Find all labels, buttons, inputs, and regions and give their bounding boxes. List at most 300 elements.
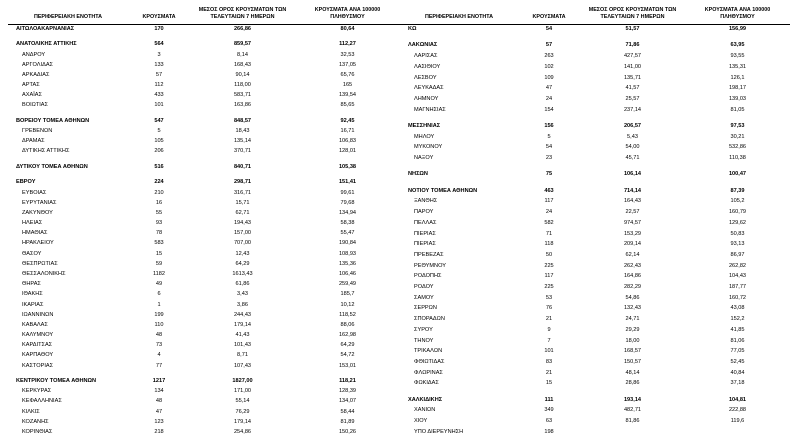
region-name-cell: ΘΗΡΑΣ xyxy=(22,281,41,288)
region-name-cell: ΜΕΣΣΗΝΙΑΣ xyxy=(408,123,441,129)
cases-cell: 111 xyxy=(544,396,554,403)
cases-cell: 123 xyxy=(154,418,164,425)
table-row xyxy=(8,188,400,198)
seven-day-average-cell: 22,57 xyxy=(625,209,640,216)
cases-per-100000-cell: 139,03 xyxy=(728,96,747,102)
region-name-cell: ΑΡΚΑΔΙΑΣ xyxy=(22,71,50,78)
cases-per-100000-cell: 85,65 xyxy=(340,102,355,109)
region-name-cell: ΚΑΣΤΟΡΙΑΣ xyxy=(22,362,54,369)
table-row xyxy=(400,62,790,73)
seven-day-average-cell: 51,57 xyxy=(625,26,640,33)
seven-day-average-cell: 8,71 xyxy=(237,352,248,359)
table-row xyxy=(400,325,790,336)
table-row xyxy=(8,377,400,387)
cases-per-100000-cell: 151,41 xyxy=(338,179,357,186)
region-name-cell: ΚΕΝΤΡΙΚΟΥ ΤΟΜΕΑ ΑΘΗΝΩΝ xyxy=(16,378,97,385)
table-row xyxy=(400,41,790,52)
region-name-cell: ΛΑΚΩΝΙΑΣ xyxy=(408,42,438,49)
header-7day-average-right: ΜΕΣΟΣ ΟΡΟΣ ΚΡΟΥΣΜΑΤΩΝ ΤΩΝ ΤΕΛΕΥΤΑΙΩΝ 7 ΗΜΕΡΩΝ xyxy=(580,6,685,24)
region-name-cell: ΜΑΓΝΗΣΙΑΣ xyxy=(414,106,446,113)
region-name-cell: ΚΑΒΑΛΑΣ xyxy=(22,321,48,328)
table-row xyxy=(8,91,400,101)
seven-day-average-cell: 8,14 xyxy=(237,51,248,58)
table-row xyxy=(400,315,790,326)
seven-day-average-cell: 1827,00 xyxy=(232,378,253,385)
cases-per-100000-cell: 532,86 xyxy=(728,144,747,151)
cases-cell: 582 xyxy=(544,219,554,226)
cases-cell: 101 xyxy=(154,102,164,109)
cases-cell: 133 xyxy=(154,61,164,68)
right-table xyxy=(400,6,790,438)
table-row xyxy=(8,249,400,259)
seven-day-average-cell: 157,00 xyxy=(233,230,252,237)
cases-cell: 53 xyxy=(545,294,553,301)
region-name-cell: ΑΝΑΤΟΛΙΚΗΣ ΑΤΤΙΚΗΣ xyxy=(16,41,77,48)
cases-cell: 78 xyxy=(155,230,163,237)
table-row xyxy=(8,40,400,50)
seven-day-average-cell: 848,57 xyxy=(233,117,252,124)
seven-day-average-cell: 41,57 xyxy=(625,85,640,92)
cases-cell: 7 xyxy=(547,337,551,344)
seven-day-average-cell: 62,71 xyxy=(235,209,250,216)
table-row xyxy=(400,154,790,165)
table-row xyxy=(400,143,790,154)
cases-cell: 24 xyxy=(545,209,553,216)
table-row xyxy=(400,186,790,197)
cases-per-100000-cell: 106,83 xyxy=(338,138,357,145)
seven-day-average-cell: 18,00 xyxy=(625,337,640,344)
table-row xyxy=(8,260,400,270)
cases-cell: 75 xyxy=(545,171,553,178)
region-name-cell: ΜΥΚΟΝΟΥ xyxy=(414,144,443,151)
cases-cell: 199 xyxy=(154,311,164,318)
region-name-cell: ΗΜΑΘΙΑΣ xyxy=(22,230,48,237)
seven-day-average-cell: 150,57 xyxy=(623,358,642,365)
cases-per-100000-cell: 118,52 xyxy=(339,311,356,318)
header-region-right: ΠΕΡΙΦΕΡΕΙΑΚΗ ΕΝΟΤΗΤΑ xyxy=(400,6,518,24)
cases-per-100000-cell: 137,05 xyxy=(338,61,357,68)
seven-day-average-cell: 163,86 xyxy=(233,102,252,109)
cases-per-100000-cell: 16,71 xyxy=(340,128,355,135)
region-name-cell: ΚΩ xyxy=(408,26,417,33)
seven-day-average-cell: 106,14 xyxy=(623,171,642,178)
table-row xyxy=(400,229,790,240)
cases-per-100000-cell: 152,2 xyxy=(730,316,745,323)
cases-per-100000-cell: 40,84 xyxy=(730,369,745,376)
seven-day-average-cell: 427,57 xyxy=(623,53,642,60)
cases-per-100000-cell: 54,72 xyxy=(340,352,355,359)
region-name-cell: ΛΑΣΙΘΙΟΥ xyxy=(414,63,441,70)
seven-day-average-cell: 55,14 xyxy=(235,398,250,405)
cases-per-100000-cell: 32,53 xyxy=(340,51,355,58)
seven-day-average-cell: 209,14 xyxy=(623,241,642,248)
header-cases-right: ΚΡΟΥΣΜΑΤΑ xyxy=(518,6,580,24)
cases-per-100000-cell: 77,05 xyxy=(730,348,745,355)
region-name-cell: ΚΟΡΙΝΘΙΑΣ xyxy=(22,429,53,436)
cases-cell: 154 xyxy=(544,106,554,113)
cases-cell: 547 xyxy=(154,117,164,124)
seven-day-average-cell: 262,43 xyxy=(623,262,642,269)
region-name-cell: ΑΝΔΡΟΥ xyxy=(22,51,46,58)
region-name-cell: ΜΗΛΟΥ xyxy=(414,133,435,140)
seven-day-average-cell: 974,57 xyxy=(623,219,642,226)
region-name-cell: ΣΕΡΡΩΝ xyxy=(414,305,437,312)
seven-day-average-cell: 15,71 xyxy=(235,199,250,206)
cases-cell: 110 xyxy=(154,321,164,328)
cases-per-100000-cell: 165 xyxy=(342,82,353,89)
region-name-cell: ΕΥΡΥΤΑΝΙΑΣ xyxy=(22,199,57,206)
cases-cell: 225 xyxy=(544,284,554,291)
seven-day-average-cell: 3,86 xyxy=(237,301,248,308)
table-row xyxy=(8,239,400,249)
cases-per-100000-cell: 112,27 xyxy=(339,41,356,48)
region-name-cell: ΦΘΙΩΤΙΔΑΣ xyxy=(414,358,445,365)
region-name-cell: ΝΑΞΟΥ xyxy=(414,155,434,162)
seven-day-average-cell: 71,86 xyxy=(625,42,640,49)
table-row xyxy=(8,117,400,127)
cases-per-100000-cell: 64,29 xyxy=(340,342,355,349)
cases-cell: 57 xyxy=(545,42,553,49)
cases-cell: 59 xyxy=(155,260,163,267)
header-cases-per-100000-right: ΚΡΟΥΣΜΑΤΑ ΑΝΑ 100000 ΠΛΗΘΥΣΜΟΥ xyxy=(685,6,790,24)
seven-day-average-cell: 193,14 xyxy=(623,396,642,403)
seven-day-average-cell: 107,43 xyxy=(233,362,252,369)
region-name-cell: ΔΡΑΜΑΣ xyxy=(22,138,45,145)
region-name-cell: ΡΕΘΥΜΝΟΥ xyxy=(414,262,446,269)
table-row xyxy=(400,261,790,272)
seven-day-average-cell: 29,29 xyxy=(625,326,640,333)
cases-cell: 71 xyxy=(545,230,553,237)
region-name-cell: ΘΕΣΣΑΛΟΝΙΚΗΣ xyxy=(22,271,66,277)
cases-cell: 6 xyxy=(157,291,161,298)
table-row xyxy=(400,347,790,358)
seven-day-average-cell: 171,00 xyxy=(233,388,252,395)
region-name-cell: ΠΕΛΛΑΣ xyxy=(414,219,437,226)
cases-per-100000-cell: 135,36 xyxy=(338,260,357,267)
cases-cell: 9 xyxy=(547,326,551,333)
table-row xyxy=(400,395,790,406)
cases-per-100000-cell: 119,6 xyxy=(730,418,745,425)
cases-cell: 112 xyxy=(154,82,164,89)
region-name-cell: ΠΙΕΡΙΑΣ xyxy=(414,230,436,237)
table-row xyxy=(8,209,400,219)
cases-cell: 198 xyxy=(544,428,554,435)
table-row xyxy=(8,290,400,300)
table-row xyxy=(400,218,790,229)
cases-per-100000-cell: 160,72 xyxy=(728,294,747,301)
region-name-cell: ΚΙΛΚΙΣ xyxy=(22,408,40,415)
region-name-cell: ΑΧΑΪΑΣ xyxy=(22,92,42,99)
seven-day-average-cell: 153,29 xyxy=(623,230,642,237)
table-row xyxy=(8,310,400,320)
cases-cell: 1217 xyxy=(152,378,166,385)
cases-per-100000-cell: 156,99 xyxy=(728,26,747,33)
table-row xyxy=(8,71,400,81)
region-name-cell: ΣΥΡΟΥ xyxy=(414,326,433,333)
region-name-cell: ΛΕΣΒΟΥ xyxy=(414,74,437,81)
table-row xyxy=(8,219,400,229)
seven-day-average-cell: 840,71 xyxy=(233,163,252,170)
seven-day-average-cell: 859,57 xyxy=(233,41,252,48)
cases-cell: 117 xyxy=(544,198,554,205)
region-name-cell: ΝΗΣΩΝ xyxy=(408,171,428,178)
cases-per-100000-cell: 126,1 xyxy=(730,74,745,81)
cases-cell: 3 xyxy=(157,51,161,58)
cases-per-100000-cell: 86,97 xyxy=(730,251,745,258)
region-name-cell: ΔΥΤΙΚΗΣ ΑΤΤΙΚΗΣ xyxy=(22,148,70,155)
left-table-header xyxy=(8,6,400,24)
table-row xyxy=(400,406,790,417)
cases-cell: 225 xyxy=(544,262,554,269)
table-row xyxy=(400,121,790,132)
region-name-cell: ΤΡΙΚΑΛΩΝ xyxy=(414,348,443,355)
seven-day-average-cell: 707,00 xyxy=(233,240,252,247)
region-name-cell: ΚΟΖΑΝΗΣ xyxy=(22,418,49,425)
cases-cell: 4 xyxy=(157,352,161,359)
region-name-cell: ΗΛΕΙΑΣ xyxy=(22,220,43,227)
table-row xyxy=(400,357,790,368)
table-row xyxy=(400,416,790,427)
table-row xyxy=(8,321,400,331)
table-row xyxy=(8,428,400,438)
table-row xyxy=(400,282,790,293)
seven-day-average-cell: 168,43 xyxy=(233,61,252,68)
seven-day-average-cell: 179,14 xyxy=(233,321,252,328)
table-row xyxy=(8,361,400,371)
cases-cell: 5 xyxy=(547,133,551,140)
cases-cell: 118 xyxy=(544,241,554,248)
seven-day-average-cell: 179,14 xyxy=(233,418,252,425)
seven-day-average-cell: 18,43 xyxy=(235,128,250,135)
seven-day-average-cell: 135,71 xyxy=(623,74,642,81)
cases-per-100000-cell xyxy=(685,427,790,438)
cases-per-100000-cell: 190,84 xyxy=(338,240,357,247)
table-row xyxy=(400,132,790,143)
cases-cell: 349 xyxy=(544,407,554,414)
region-name-cell: ΘΕΣΠΡΩΤΙΑΣ xyxy=(22,260,58,267)
table-row xyxy=(8,50,400,60)
table-row xyxy=(8,178,400,188)
cases-cell: 15 xyxy=(545,380,553,387)
seven-day-average-cell: 118,00 xyxy=(234,82,251,89)
cases-per-100000-cell: 105,38 xyxy=(338,163,357,170)
seven-day-average-cell: 266,86 xyxy=(233,25,252,32)
cases-cell: 83 xyxy=(545,358,553,365)
cases-per-100000-cell: 65,76 xyxy=(340,71,355,78)
seven-day-average-cell: 132,43 xyxy=(623,305,642,312)
table-row xyxy=(400,427,790,438)
seven-day-average-cell: 370,71 xyxy=(233,148,252,155)
cases-cell: 583 xyxy=(154,240,164,247)
cases-per-100000-cell: 99,61 xyxy=(340,189,355,196)
cases-cell: 73 xyxy=(155,342,163,349)
seven-day-average-cell: 141,00 xyxy=(623,63,642,70)
region-name-cell: ΕΒΡΟΥ xyxy=(16,179,36,186)
header-cases-per-100000-left: ΚΡΟΥΣΜΑΤΑ ΑΝΑ 100000 ΠΛΗΘΥΣΜΟΥ xyxy=(295,6,400,24)
cases-cell: 54 xyxy=(545,26,553,33)
cases-per-100000-cell: 134,94 xyxy=(338,209,357,216)
table-row xyxy=(400,73,790,84)
seven-day-average-cell: 3,43 xyxy=(237,291,248,298)
cases-per-100000-cell: 110,38 xyxy=(729,155,746,162)
seven-day-average-cell: 316,71 xyxy=(233,189,252,196)
region-name-cell: ΦΩΚΙΔΑΣ xyxy=(414,380,439,387)
seven-day-average-cell: 12,43 xyxy=(235,250,250,257)
region-name-cell: ΓΡΕΒΕΝΩΝ xyxy=(22,128,53,135)
cases-per-100000-cell: 262,82 xyxy=(728,262,747,269)
cases-per-100000-cell: 81,89 xyxy=(340,418,355,425)
table-row xyxy=(400,336,790,347)
cases-per-100000-cell: 153,01 xyxy=(338,362,357,369)
table-row xyxy=(400,94,790,105)
cases-per-100000-cell: 222,88 xyxy=(728,407,747,414)
seven-day-average-cell: 64,29 xyxy=(235,260,250,267)
region-name-cell: ΘΑΣΟΥ xyxy=(22,250,42,257)
table-row xyxy=(400,240,790,251)
table-row xyxy=(400,304,790,315)
right-table-body xyxy=(400,24,790,438)
seven-day-average-cell: 62,14 xyxy=(625,251,640,258)
seven-day-average-cell: 135,14 xyxy=(233,138,252,145)
region-name-cell: ΒΟΡΕΙΟΥ ΤΟΜΕΑ ΑΘΗΝΩΝ xyxy=(16,117,90,124)
cases-cell: 48 xyxy=(155,332,163,339)
cases-per-100000-cell: 104,43 xyxy=(728,273,747,280)
seven-day-average-cell: 714,14 xyxy=(623,187,642,194)
table-row xyxy=(8,81,400,91)
table-row xyxy=(400,272,790,283)
seven-day-average-cell: 164,86 xyxy=(623,273,642,280)
table-row xyxy=(8,147,400,157)
cases-cell: 1 xyxy=(157,301,161,308)
table-row xyxy=(8,163,400,173)
seven-day-average-cell: 237,14 xyxy=(623,106,642,113)
cases-cell: 134 xyxy=(154,388,164,395)
region-name-cell: ΑΡΤΑΣ xyxy=(22,82,40,89)
seven-day-average-cell: 24,71 xyxy=(625,316,640,323)
region-name-cell: ΞΑΝΘΗΣ xyxy=(414,198,438,205)
cases-cell: 21 xyxy=(545,369,553,376)
region-name-cell: ΑΡΓΟΛΙΔΑΣ xyxy=(22,61,54,68)
cases-cell: 433 xyxy=(154,92,164,99)
region-name-cell: ΧΙΟΥ xyxy=(414,418,428,425)
cases-cell: 109 xyxy=(544,74,554,81)
cases-cell: 206 xyxy=(154,148,164,155)
table-row xyxy=(8,300,400,310)
seven-day-average-cell: 76,29 xyxy=(235,408,250,415)
seven-day-average-cell: 583,71 xyxy=(233,92,252,99)
seven-day-average-cell xyxy=(580,427,685,438)
cases-per-100000-cell: 198,17 xyxy=(728,85,747,92)
region-name-cell: ΣΠΟΡΑΔΩΝ xyxy=(414,316,445,323)
cases-per-100000-cell: 162,98 xyxy=(338,332,357,339)
cases-cell: 170 xyxy=(154,25,164,32)
cases-cell: 5 xyxy=(157,128,161,135)
cases-per-100000-cell: 80,64 xyxy=(340,25,355,32)
cases-per-100000-cell: 63,95 xyxy=(730,42,745,49)
cases-cell: 102 xyxy=(544,63,554,70)
cases-per-100000-cell: 93,13 xyxy=(730,241,745,248)
table-row xyxy=(8,127,400,137)
cases-per-100000-cell: 79,68 xyxy=(340,199,355,206)
table-row xyxy=(400,368,790,379)
region-name-cell: ΚΑΛΥΜΝΟΥ xyxy=(22,332,54,339)
cases-per-100000-cell: 134,07 xyxy=(338,398,357,405)
cases-cell: 48 xyxy=(155,398,163,405)
region-name-cell: ΤΗΝΟΥ xyxy=(414,337,434,344)
cases-per-100000-cell: 10,12 xyxy=(340,301,355,308)
cases-cell: 93 xyxy=(155,220,163,227)
table-row xyxy=(8,397,400,407)
seven-day-average-cell: 90,14 xyxy=(235,71,250,78)
cases-cell: 1182 xyxy=(152,271,166,277)
region-name-cell: ΕΥΒΟΙΑΣ xyxy=(22,189,47,196)
region-name-cell: ΗΡΑΚΛΕΙΟΥ xyxy=(22,240,54,247)
seven-day-average-cell: 41,43 xyxy=(235,332,250,339)
table-row xyxy=(400,105,790,116)
cases-cell: 16 xyxy=(155,199,163,206)
table-row xyxy=(8,60,400,70)
cases-cell: 49 xyxy=(155,281,163,288)
cases-per-100000-cell: 185,7 xyxy=(340,291,355,298)
table-row xyxy=(400,293,790,304)
cases-per-100000-cell: 58,44 xyxy=(340,408,355,415)
cases-cell: 218 xyxy=(154,429,164,436)
table-row xyxy=(400,84,790,95)
cases-cell: 21 xyxy=(545,316,553,323)
region-name-cell: ΚΑΡΠΑΘΟΥ xyxy=(22,352,54,359)
table-row xyxy=(8,24,400,35)
region-name-cell: ΙΩΑΝΝΙΝΩΝ xyxy=(22,311,54,318)
table-row xyxy=(8,341,400,351)
right-table-header xyxy=(400,6,790,24)
cases-per-100000-cell: 92,45 xyxy=(340,117,355,124)
cases-cell: 47 xyxy=(545,85,553,92)
cases-cell: 105 xyxy=(154,138,164,145)
cases-per-100000-cell: 52,45 xyxy=(730,358,745,365)
cases-per-100000-cell: 55,47 xyxy=(340,230,355,237)
left-table xyxy=(8,6,400,438)
region-name-cell: ΚΑΡΔΙΤΣΑΣ xyxy=(22,342,53,349)
table-row xyxy=(400,24,790,35)
cases-per-100000-cell: 43,08 xyxy=(730,305,745,312)
region-name-cell: ΛΕΥΚΑΔΑΣ xyxy=(414,85,444,92)
cases-cell: 55 xyxy=(155,209,163,216)
cases-cell: 117 xyxy=(544,273,554,280)
region-name-cell: ΔΥΤΙΚΟΥ ΤΟΜΕΑ ΑΘΗΝΩΝ xyxy=(16,163,88,170)
cases-cell: 77 xyxy=(155,362,163,369)
cases-per-100000-cell: 108,93 xyxy=(338,250,357,257)
cases-per-100000-cell: 50,83 xyxy=(730,230,745,237)
cases-per-100000-cell: 129,62 xyxy=(728,219,747,226)
cases-cell: 76 xyxy=(545,305,553,312)
region-name-cell: ΙΚΑΡΙΑΣ xyxy=(22,301,44,308)
region-name-cell: ΠΑΡΟΥ xyxy=(414,209,434,216)
seven-day-average-cell: 5,43 xyxy=(627,133,638,140)
cases-cell: 15 xyxy=(155,250,163,257)
cases-per-100000-cell: 93,55 xyxy=(730,53,745,60)
seven-day-average-cell: 101,43 xyxy=(233,342,252,349)
table-row xyxy=(8,387,400,397)
cases-cell: 224 xyxy=(154,179,164,186)
seven-day-average-cell: 244,43 xyxy=(233,311,252,318)
table-row xyxy=(8,101,400,111)
region-name-cell: ΖΑΚΥΝΘΟΥ xyxy=(22,209,53,216)
table-row xyxy=(8,137,400,147)
seven-day-average-cell: 25,57 xyxy=(625,96,640,102)
cases-per-100000-cell: 81,06 xyxy=(730,337,745,344)
cases-cell: 210 xyxy=(154,189,164,196)
region-name-cell: ΝΟΤΙΟΥ ΤΟΜΕΑ ΑΘΗΝΩΝ xyxy=(408,187,478,194)
